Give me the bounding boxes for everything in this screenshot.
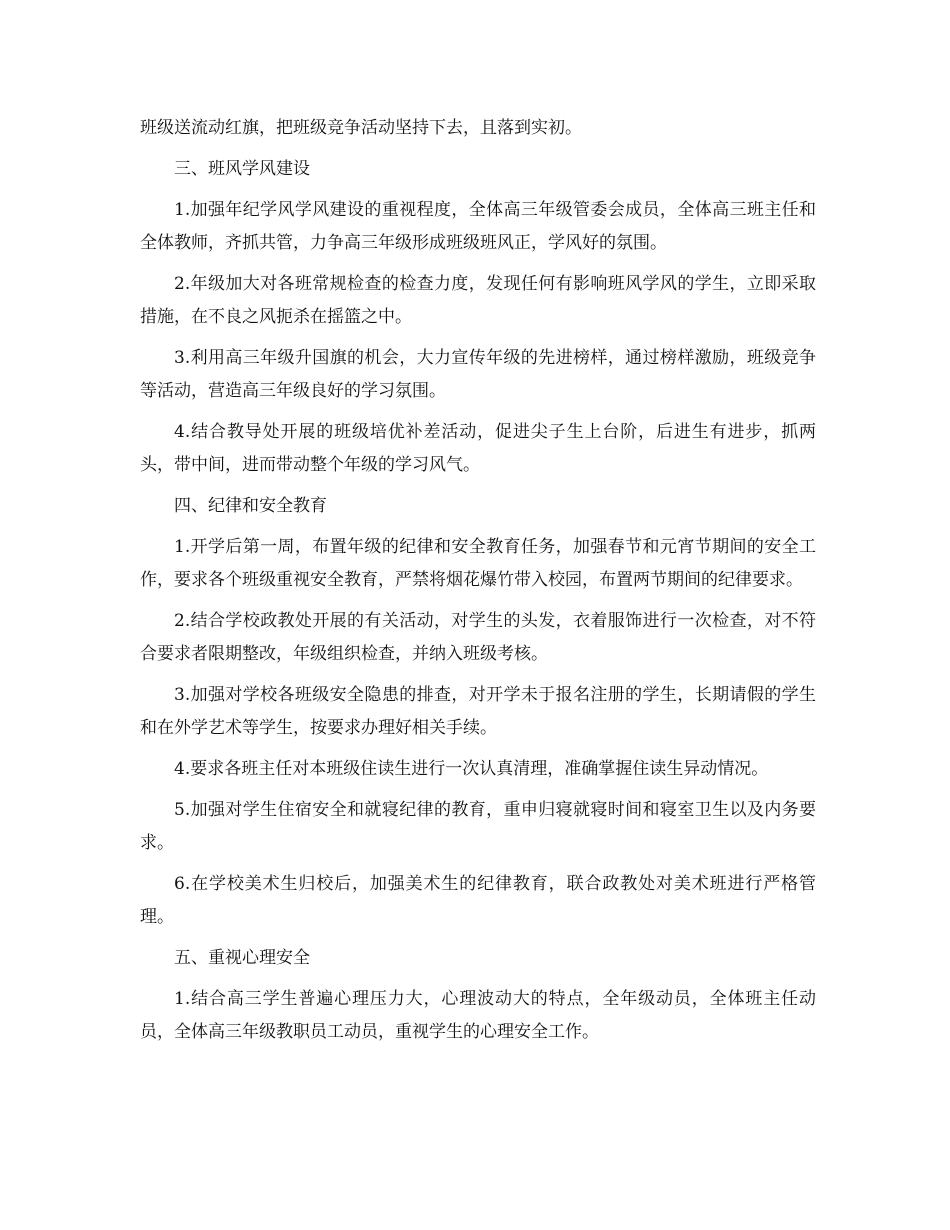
paragraph-item: 1.结合高三学生普遍心理压力大，心理波动大的特点，全年级动员，全体班主任动员，全体高三年级教职员工动员，重视学生的心理安全工作。 xyxy=(140,989,816,1042)
paragraph-item: 5.加强对学生住宿安全和就寝纪律的教育，重申归寝就寝时间和寝室卫生以及内务要求。 xyxy=(140,800,816,853)
paragraph-item: 6.在学校美术生归校后，加强美术生的纪律教育，联合政教处对美术班进行严格管理。 xyxy=(140,874,816,927)
document-body xyxy=(140,112,816,1057)
paragraph-item: 1.加强年纪学风学风建设的重视程度，全体高三年级管委会成员，全体高三班主任和全体教师，齐抓共管，力争高三年级形成班级班风正，学风好的氛围。 xyxy=(140,200,816,253)
paragraph-item: 4.结合教导处开展的班级培优补差活动，促进尖子生上台阶，后进生有进步，抓两头，带中间，进而带动整个年级的学习风气。 xyxy=(140,422,816,475)
section-heading-5: 五、重视心理安全 xyxy=(174,948,310,968)
paragraph-item: 3.加强对学校各班级安全隐患的排查，对开学未于报名注册的学生，长期请假的学生和在外学艺术等学生，按要求办理好相关手续。 xyxy=(140,685,816,738)
paragraph-item: 4.要求各班主任对本班级住读生进行一次认真清理，准确掌握住读生异动情况。 xyxy=(174,759,769,779)
section-heading-4: 四、纪律和安全教育 xyxy=(174,496,327,516)
paragraph-continuation: 班级送流动红旗，把班级竞争活动坚持下去，且落到实初。 xyxy=(140,118,582,138)
paragraph-item: 3.利用高三年级升国旗的机会，大力宣传年级的先进榜样，通过榜样激励，班级竞争等活动，营造高三年级良好的学习氛围。 xyxy=(140,348,816,401)
paragraph-item: 2.结合学校政教处开展的有关活动，对学生的头发，衣着服饰进行一次检查，对不符合要求者限期整改，年级组织检查，并纳入班级考核。 xyxy=(140,611,816,664)
section-heading-3: 三、班风学风建设 xyxy=(174,159,310,179)
paragraph-item: 1.开学后第一周，布置年级的纪律和安全教育任务，加强春节和元宵节期间的安全工作，要求各个班级重视安全教育，严禁将烟花爆竹带入校园，布置两节期间的纪律要求。 xyxy=(140,537,816,590)
paragraph-item: 2.年级加大对各班常规检查的检查力度，发现任何有影响班风学风的学生，立即采取措施，在不良之风扼杀在摇篮之中。 xyxy=(140,274,816,327)
